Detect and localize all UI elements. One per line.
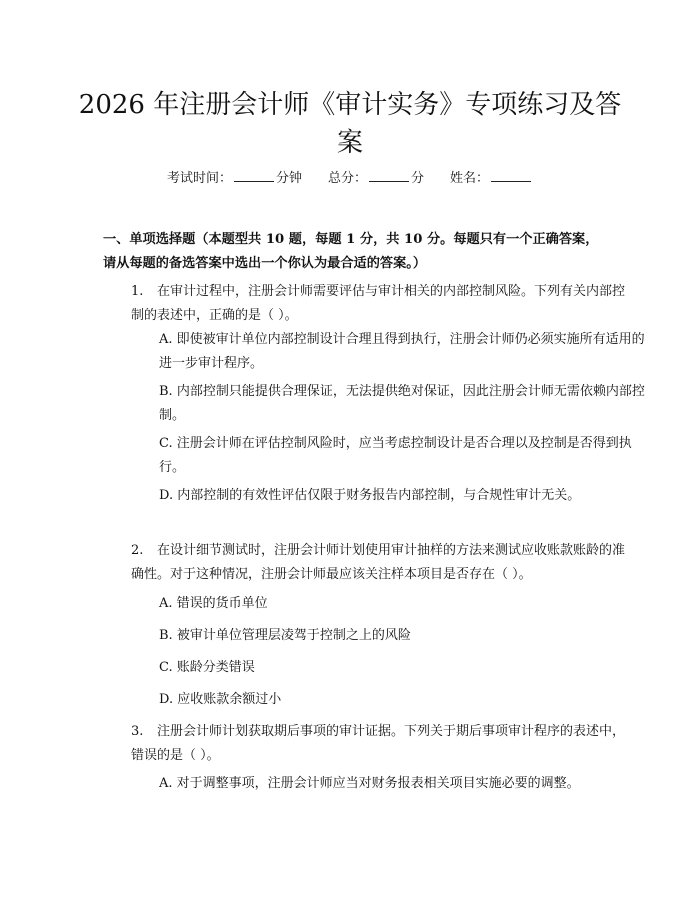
name-blank — [491, 168, 531, 182]
question-2-option-d: D. 应收账款余额过小 — [159, 692, 282, 707]
exam-time-unit: 分钟 — [275, 171, 302, 186]
total-score-unit: 分 — [411, 171, 425, 186]
name-label: 姓名： — [450, 171, 490, 186]
question-1-option-a: A. 即使被审计单位内部控制设计合理且得到执行，注册会计师仍必须实施所有适用的进一步审计程序。 — [159, 332, 645, 371]
question-1-option-c: C. 注册会计师在评估控制风险时，应当考虑控制设计是否合理以及控制是否得到执行。 — [159, 436, 632, 475]
total-score-blank — [369, 168, 409, 182]
exam-time-blank — [234, 168, 274, 182]
total-score-label: 总分： — [327, 171, 367, 186]
question-1-stem — [103, 280, 629, 328]
exam-time-label: 考试时间： — [166, 171, 232, 186]
question-2-option-b: B. 被审计单位管理层凌驾于控制之上的风险 — [159, 628, 411, 643]
question-1-option-d: D. 内部控制的有效性评估仅限于财务报告内部控制，与合规性审计无关。 — [159, 488, 581, 503]
page-title: 2026 年注册会计师《审计实务》专项练习及答案 — [78, 90, 622, 158]
question-3-option-a: A. 对于调整事项，注册会计师应当对财务报表相关项目实施必要的调整。 — [159, 776, 580, 791]
section-heading: 一、单项选择题（本题型共 10 题，每题 1 分，共 10 分。每题只有一个正确答案，请从每题的备选答案中选出一个你认为最合适的答案。） — [103, 232, 599, 271]
question-1-number: 1. — [131, 284, 144, 299]
question-3-number: 3. — [131, 724, 144, 739]
question-2-text: 在设计细节测试时，注册会计师计划使用审计抽样的方法来测试应收账款账龄的准确性。对于这种情况，注册会计师最应该关注样本项目是否存在（ ）。 — [131, 543, 626, 582]
exam-meta — [0, 168, 700, 189]
question-1-option-b: B. 内部控制只能提供合理保证，无法提供绝对保证，因此注册会计师无需依赖内部控制。 — [159, 384, 645, 423]
question-3-text: 注册会计师计划获取期后事项的审计证据。下列关于期后事项审计程序的表述中，错误的是（ ）。 — [131, 724, 626, 763]
question-1-text: 在审计过程中，注册会计师需要评估与审计相关的内部控制风险。下列有关内部控制的表述中，正确的是（ ）。 — [131, 284, 626, 323]
question-2-option-a: A. 错误的货币单位 — [159, 596, 268, 611]
question-2-number: 2. — [131, 543, 144, 558]
question-2-option-c: C. 账龄分类错误 — [159, 660, 255, 675]
question-3-stem — [103, 720, 629, 768]
question-2-stem — [103, 539, 629, 587]
